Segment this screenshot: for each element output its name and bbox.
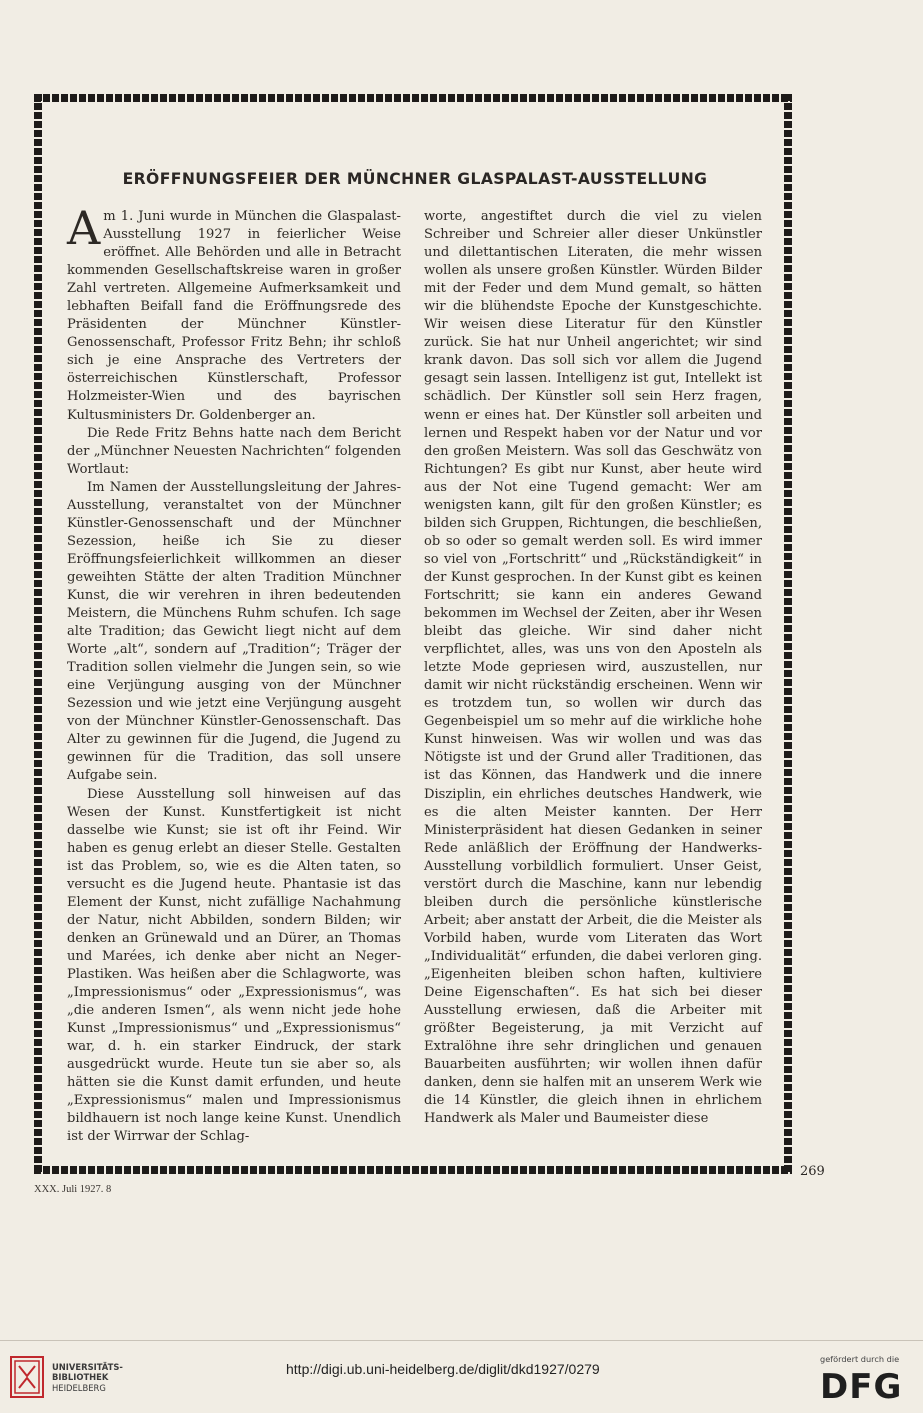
- issue-line: XXX. Juli 1927. 8: [34, 1184, 112, 1195]
- library-name-line: UNIVERSITÄTS-: [52, 1362, 123, 1372]
- paragraph: Diese Ausstellung soll hinweisen auf das Wesen der Kunst. Kunstfertigkeit ist nicht dasselbe wie Kunst; sie ist oft ihr Feind. Wir haben es genug erlebt an dieser Stelle. Gestalten ist das Problem, so, wie es die Alten taten, so versucht es die Jugend heute. Phantasie ist das Element der Kunst, nicht zufällige Nachahmung der Natur, nicht Abbilden, sondern Bilden; wir denken an Grünewald und an Dürer, an Thomas und Marées, ich denke aber nicht an Neger-Plastiken. Was heißen aber die Schlagworte, was „Impressionismus“ oder „Expressionismus“, was „die anderen Ismen“, als wenn nicht jede hohe Kunst „Impressionismus“ und „Expressionismus“ war, d. h. ein starker Eindruck, der stark ausgedrückt wurde. Heute tun sie aber so, als hätten sie die Kunst damit erfunden, und heute „Expressionismus“ malen und Impressionismus bildhauern ist noch lange keine Kunst. Unendlich ist der Wirrwar der Schlag-: [67, 786, 401, 1145]
- library-name: [52, 1362, 123, 1393]
- paragraph-text: m 1. Juni wurde in München die Glaspalast-Ausstellung 1927 in feierlicher Weise eröffnet. Alle Behörden und alle in Betracht kommenden Gesellschaftskreise waren in großer Zahl vertreten. Allgemeine Aufmerksamkeit und lebhaften Beifall fand die Eröffnungsrede des Präsidenten der Münchner Künstler-Genossenschaft, Professor Fritz Behn; ihr schloß sich je eine Ansprache des Vertreters der österreichischen Künstlerschaft, Professor Holzmeister-Wien und des bayrischen Kultusministers Dr. Goldenberger an.: [67, 209, 401, 423]
- paragraph: Die Rede Fritz Behns hatte nach dem Bericht der „Münchner Neuesten Nachrichten“ folgenden Wortlaut:: [67, 425, 401, 477]
- dfg-logo: DFG: [820, 1367, 903, 1407]
- library-seal-icon: [10, 1356, 44, 1398]
- text-column-left: [67, 201, 401, 1146]
- source-url-link[interactable]: http://digi.ub.uni-heidelberg.de/diglit/dkd1927/0279: [286, 1361, 600, 1377]
- text-column-right: [424, 208, 762, 1128]
- funded-by-label: gefördert durch die: [820, 1354, 900, 1364]
- decorative-border-left: [34, 94, 42, 1174]
- footer-divider: [0, 1340, 923, 1341]
- paragraph: [67, 201, 401, 425]
- decorative-border-bottom: [34, 1166, 792, 1174]
- decorative-border-right: [784, 94, 792, 1174]
- paragraph: Im Namen der Ausstellungsleitung der Jahres-Ausstellung, veranstaltet von der Münchner Künstler-Genossenschaft und der Münchner Sezession, heiße ich Sie zu dieser Eröffnungsfeierlichkeit willkommen an dieser geweihten Stätte der alten Tradition Münchner Kunst, die wir verehren in ihren bedeutenden Meistern, die Münchens Ruhm schufen. Ich sage alte Tradition; das Gewicht liegt nicht auf dem Worte „alt“, sondern auf „Tradition“; Träger der Tradition sollen vielmehr die Jungen sein, so wie eine Verjüngung ausging von der Münchner Sezession und wie jetzt eine Verjüngung ausgeht von der Münchner Künstler-Genossenschaft. Das Alter zu gewinnen für die Jugend, die Jugend zu gewinnen für die Tradition, das soll unsere Aufgabe sein.: [67, 479, 401, 784]
- library-name-line: HEIDELBERG: [52, 1382, 106, 1393]
- article-title: ERÖFFNUNGSFEIER DER MÜNCHNER GLASPALAST-AUSSTELLUNG: [122, 170, 708, 188]
- drop-cap: A: [67, 201, 101, 255]
- library-name-line: BIBLIOTHEK: [52, 1372, 109, 1383]
- paragraph: worte, angestiftet durch die viel zu vielen Schreiber und Schreier aller dieser Unkünstler und dilettantischen Literaten, die mehr wissen wollen als unsere großen Künstler. Würden Bilder mit der Feder und dem Mund gemalt, so hätten wir die blühendste Epoche der Kunstgeschichte. Wir weisen diese Literatur für den Künstler zurück. Sie hat nur Unheil angerichtet; wir sind krank davon. Das soll sich vor allem die Jugend gesagt sein lassen. Intelligenz ist gut, Intellekt ist schädlich. Der Künstler soll sein Herz fragen, wenn er eines hat. Der Künstler soll arbeiten und lernen und Respekt haben vor der Natur und vor den großen Meistern. Was soll das Geschwätz von Richtungen? Es gibt nur Kunst, aber heute wird aus der Not eine Tugend gemacht: Wer am wenigsten kann, gilt für den großen Künstler; es bilden sich Gruppen, Richtungen, die beschließen, ob so oder so gemalt werden soll. Es wird immer so viel von „Fortschritt“ und „Rückständigkeit“ in der Kunst gesprochen. In der Kunst gibt es keinen Fortschritt; sie kann ein anderes Gewand bekommen im Wechsel der Zeiten, aber ihr Wesen bleibt das gleiche. Wir sind daher nicht verpflichtet, alles, was uns von den Aposteln als letzte Mode gepriesen wird, auszustellen, nur damit wir nicht rückständig erscheinen. Wenn wir es trotzdem tun, so wollen wir durch das Gegenbeispiel um so mehr auf die wirkliche hohe Kunst hinweisen. Was wir wollen und was das Nötigste ist und der Grund aller Traditionen, das ist das Können, das Handwerk und die innere Disziplin, ein ehrliches deutsches Handwerk, wie es die alten Meister kannten. Der Herr Ministerpräsident hat diesen Gedanken in seiner Rede anläßlich der Eröffnung der Handwerks-Ausstellung vorbildlich formuliert. Unser Geist, verstört durch die Maschine, kann nur lebendig bleiben durch die persönliche künstlerische Arbeit; aber anstatt der Arbeit, die die Meister als Vorbild haben, wurde vom Literaten das Wort „Individualität“ erfunden, die dabei verloren ging. „Eigenheiten bleiben schon haften, kultiviere Deine Eigenschaften“. Es hat sich bei dieser Ausstellung erwiesen, daß die Arbeiter mit größter Begeisterung, ja mit Verzicht auf Extralöhne ihre sehr dringlichen und genauen Bauarbeiten ausführten; wir wollen ihnen dafür danken, denn sie halfen mit an unserem Werk wie die 14 Künstler, die gleich ihnen in ehrlichem Handwerk als Maler und Baumeister diese: [424, 209, 762, 1127]
- page-number: 269: [800, 1164, 825, 1179]
- decorative-border-top: [34, 94, 792, 102]
